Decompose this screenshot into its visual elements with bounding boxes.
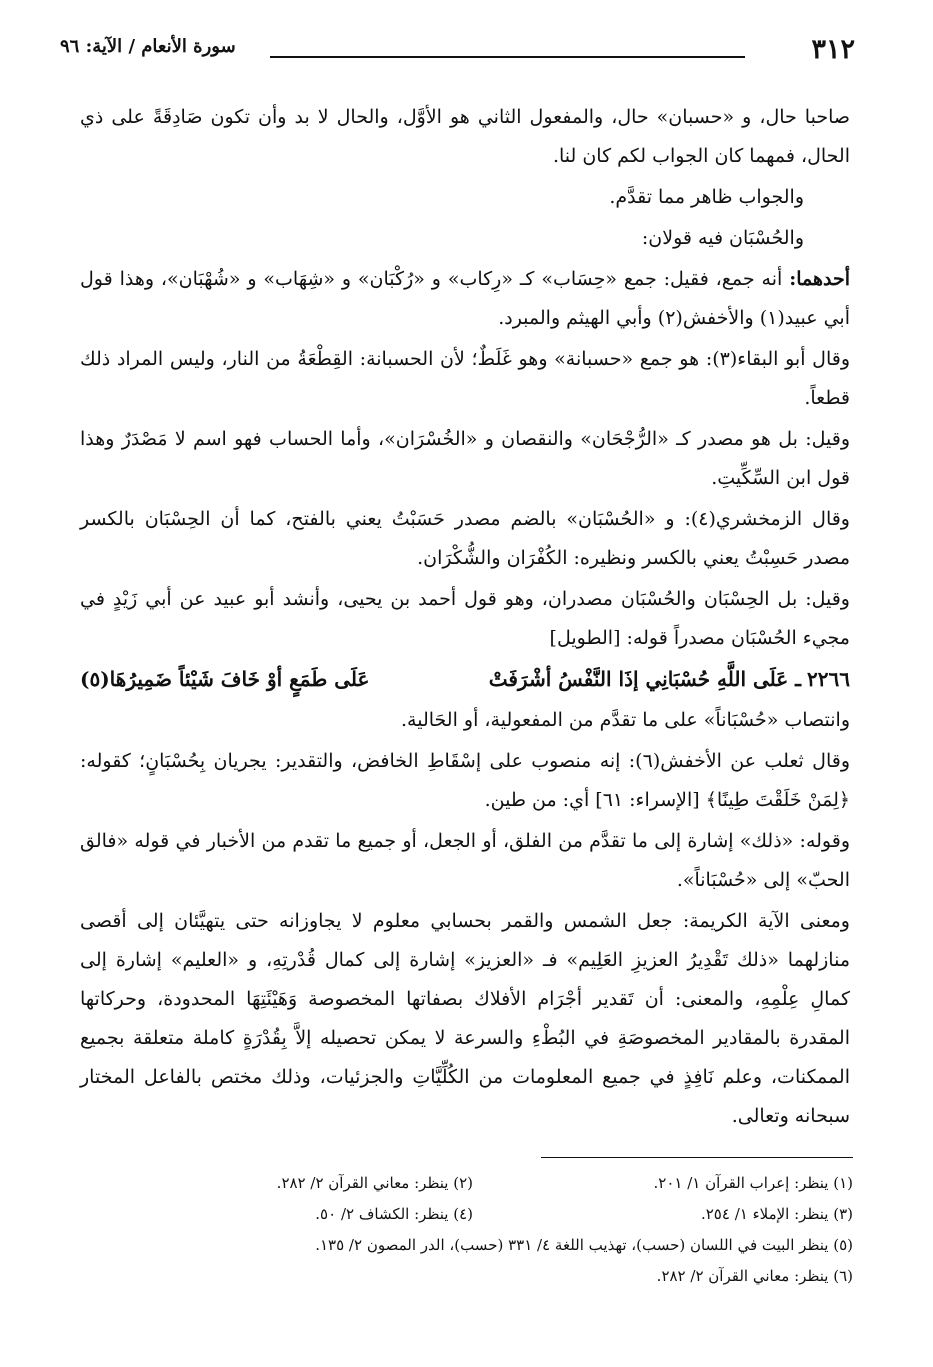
paragraph: ومعنى الآية الكريمة: جعل الشمس والقمر بحسابي معلوم لا يجاوزانه حتى يتهيَّئان إلى أقصى منازلهما «ذلك تَقْدِيرُ العزيزِ العَلِيم» فـ «العزيز» إشارة إلى كمال قُدْرتِهِ، و «العليم» إشارة إلى كمالِ عِلْمِهِ، والمعنى: أن تَقدير أجْرَام الأفلاك بصفاتها المخصوصة وَهَيْئَتِهَا المحدودة، وحركاتها المقدرة بالمقادير المخصوصَةِ في البُطْءِ والسرعة لا يمكن تحصيله إلاَّ بِقُدْرَةٍ كاملة متعلقة بجميع الممكنات، وعلم نَافِذٍ في جميع المعلومات من الكُلِّيَّاتِ والجزئيات، وذلك مختص بالفاعل المختار سبحانه وتعالى.: [80, 910, 850, 1127]
poem-verse: [80, 660, 850, 699]
paragraph: [80, 260, 850, 338]
paragraph: وقال ثعلب عن الأخفش(٦): إنه منصوب على إسْقَاطِ الخافض، والتقدير: يجريان بِحُسْبَانٍ؛ كقوله: ﴿لِمَنْ خَلَقْتَ طِينًا﴾ [الإسراء: ٦١] أي: من طين.: [80, 750, 850, 811]
footnote-row: [73, 1199, 853, 1230]
paragraph: وانتصاب «حُسْبَاناً» على ما تقدَّم من المفعولية، أو الحَالية.: [400, 709, 850, 731]
poem-first-half: [489, 660, 850, 699]
paragraph-text: أنه جمع، فقيل: جمع «حِسَاب» كـ «رِكاب» و «رُكْبَان» و «شِهَاب» و «شُهْبَان»، وهذا قول أبي عبيد(١) والأخفش(٢) وأبي الهيثم والمبرد.: [80, 268, 850, 329]
footnote-row: [73, 1230, 853, 1261]
hemistich-1: ـ عَلَى اللَّهِ حُسْبَانِي إذَا النَّفْسُ أشْرَفَتْ: [488, 667, 802, 691]
footnote-row: [73, 1168, 853, 1199]
footnote-row: [73, 1261, 853, 1292]
sura-title: سورة الأنعام / الآية: ٩٦: [60, 36, 236, 57]
footnote-6: (٦) ينظر: معاني القرآن ٢/ ٢٨٢.: [656, 1267, 853, 1285]
footnote-3: (٣) ينظر: الإملاء ١/ ٢٥٤.: [700, 1205, 853, 1223]
paragraph: والجواب ظاهر مما تقدَّم.: [609, 186, 804, 208]
paragraph: صاحبا حال، و «حسبان» حال، والمفعول الثاني هو الأوَّل، والحال لا بد وأن تكون صَادِقَةً على ذي الحال، فمهما كان الجواب لكم كان لنا.: [80, 106, 850, 167]
page-header: [60, 34, 855, 68]
footnotes: [73, 1168, 853, 1292]
paragraph: وقيل: بل هو مصدر كـ «الرُّجْحَان» والنقصان و «الخُسْرَان»، وأما الحساب فهو اسم لا مَصْدَرٌ وهذا قول ابن السِّكِّيتِ.: [80, 428, 850, 489]
paragraph: والحُسْبَان فيه قولان:: [641, 227, 804, 249]
header-rule: [270, 56, 745, 58]
footnotes-rule: [541, 1157, 853, 1158]
footnote-4: (٤) ينظر: الكشاف ٢/ ٥٠.: [315, 1205, 473, 1223]
paragraph: وقوله: «ذلك» إشارة إلى ما تقدَّم من الفلق، أو الجعل، أو جميع ما تقدم من الأخبار في قوله «فالق الحبّ» إلى «حُسْبَاناً».: [80, 830, 850, 891]
verse-number: ٢٢٦٦: [807, 667, 850, 691]
page-number: ٣١٢: [811, 34, 855, 65]
main-text: [80, 98, 850, 1138]
paragraph: وقال أبو البقاء(٣): هو جمع «حسبانة» وهو غَلَطٌ؛ لأن الحسبانة: القِطْعَةُ من النار، وليس المراد ذلك قطعاً.: [80, 348, 850, 409]
paragraph: وقال الزمخشري(٤): و «الحُسْبَان» بالضم مصدر حَسَبْتُ يعني بالفتح، كما أن الحِسْبَان بالكسر مصدر حَسِبْتُ يعني بالكسر ونظيره: الكُفْرَان والشُّكْرَان.: [80, 508, 850, 569]
footnote-2: (٢) ينظر: معاني القرآن ٢/ ٢٨٢.: [276, 1174, 473, 1192]
paragraph: وقيل: بل الحِسْبَان والحُسْبَان مصدران، وهو قول أحمد بن يحيى، وأنشد أبو عبيد عن أبي زَيْدٍ في مجيء الحُسْبَان مصدراً قوله: [الطويل]: [80, 588, 850, 649]
footnote-1: (١) ينظر: إعراب القرآن ١/ ٢٠١.: [653, 1174, 853, 1192]
lead-word: أحدهما:: [789, 268, 850, 290]
hemistich-2: عَلَى طَمَعٍ أوْ خَافَ شَيْئاً ضَمِيرُهَا(٥): [80, 667, 370, 691]
footnote-5: (٥) ينظر البيت في اللسان (حسب)، تهذيب اللغة ٤/ ٣٣١ (حسب)، الدر المصون ٢/ ١٣٥.: [315, 1236, 853, 1254]
